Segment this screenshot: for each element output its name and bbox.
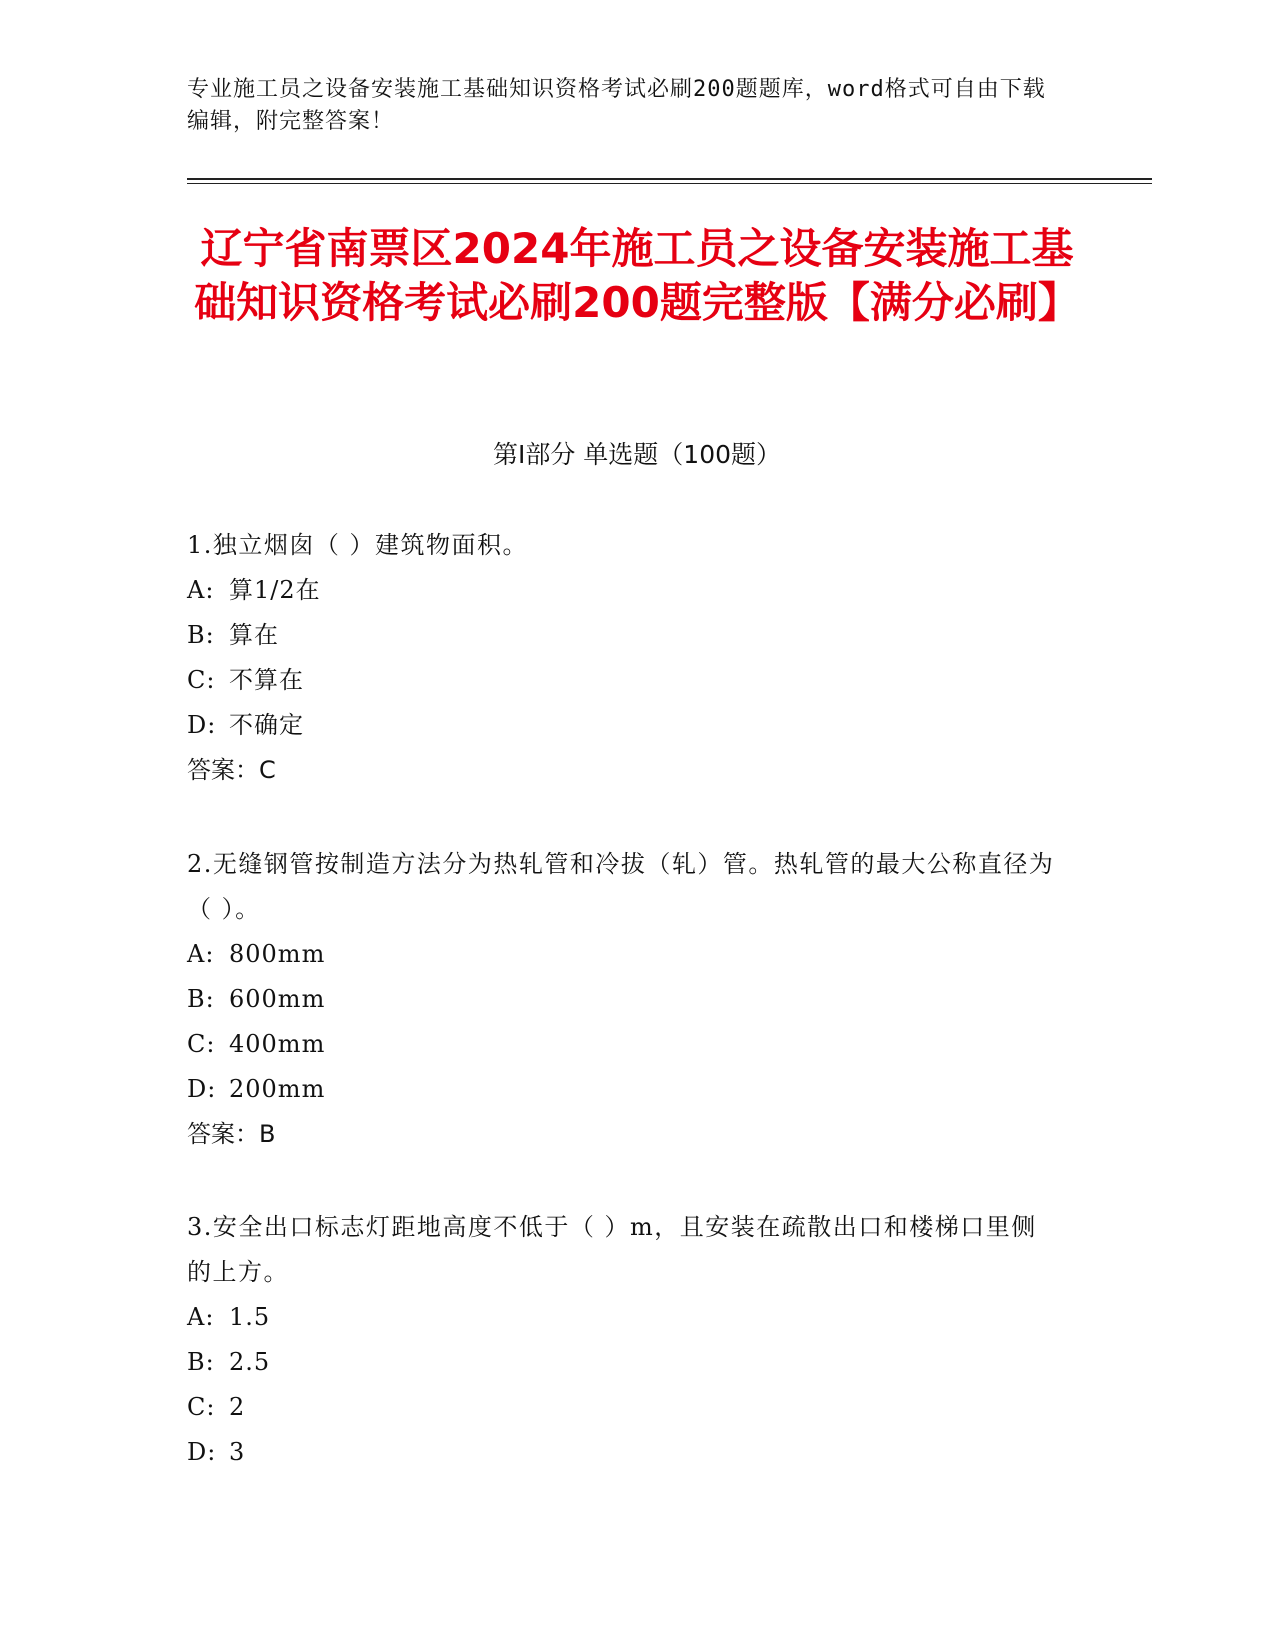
option-text: 2.5 [229, 1348, 271, 1376]
option-text: 3 [229, 1438, 246, 1466]
option-letter: A: [187, 940, 215, 968]
option-letter: A: [187, 1303, 215, 1331]
option-letter: D: [187, 1438, 217, 1466]
option-letter: D: [187, 711, 217, 739]
option-letter: B: [187, 1348, 215, 1376]
option-text: 200mm [229, 1075, 326, 1103]
section-title: 第I部分 单选题（100题） [492, 440, 782, 469]
answer: 答案：B [187, 1120, 276, 1148]
option-letter: B: [187, 621, 215, 649]
header-divider-thick [187, 178, 1152, 180]
option-text: 不算在 [229, 666, 304, 694]
question-3 [187, 1205, 1057, 1475]
option-b [187, 613, 1057, 658]
option-a [187, 568, 1057, 613]
answer: 答案：C [187, 756, 276, 784]
option-c [187, 658, 1057, 703]
option-c [187, 1022, 1057, 1067]
header-divider-thin [187, 183, 1152, 184]
option-text: 1.5 [229, 1303, 271, 1331]
option-text: 不确定 [229, 711, 304, 739]
option-a [187, 1295, 1057, 1340]
question-1 [187, 523, 1057, 793]
option-b [187, 1340, 1057, 1385]
option-text: 算1/2在 [229, 576, 321, 604]
option-text: 算在 [229, 621, 279, 649]
option-letter: C: [187, 1393, 216, 1421]
option-text: 600mm [229, 985, 326, 1013]
document-title: 辽宁省南票区2024年施工员之设备安装施工基础知识资格考试必刷200题完整版【满分必刷】 [194, 224, 1080, 327]
option-letter: A: [187, 576, 215, 604]
option-d [187, 703, 1057, 748]
option-text: 2 [229, 1393, 246, 1421]
option-d [187, 1067, 1057, 1112]
question-stem: 3.安全出口标志灯距地高度不低于（ ）m，且安装在疏散出口和楼梯口里侧的上方。 [187, 1213, 1037, 1286]
option-a [187, 932, 1057, 977]
question-stem: 1.独立烟囱（ ）建筑物面积。 [187, 531, 529, 559]
option-c [187, 1385, 1057, 1430]
option-letter: B: [187, 985, 215, 1013]
option-letter: C: [187, 1030, 216, 1058]
question-stem: 2.无缝钢管按制造方法分为热轧管和冷拔（轧）管。热轧管的最大公称直径为（ ）。 [187, 850, 1055, 923]
option-letter: D: [187, 1075, 217, 1103]
option-text: 400mm [229, 1030, 326, 1058]
option-b [187, 977, 1057, 1022]
option-letter: C: [187, 666, 216, 694]
question-2 [187, 842, 1057, 1157]
option-text: 800mm [229, 940, 326, 968]
option-d [187, 1430, 1057, 1475]
header-note: 专业施工员之设备安装施工基础知识资格考试必刷200题题库，word格式可自由下载编辑，附完整答案！ [187, 77, 1046, 134]
